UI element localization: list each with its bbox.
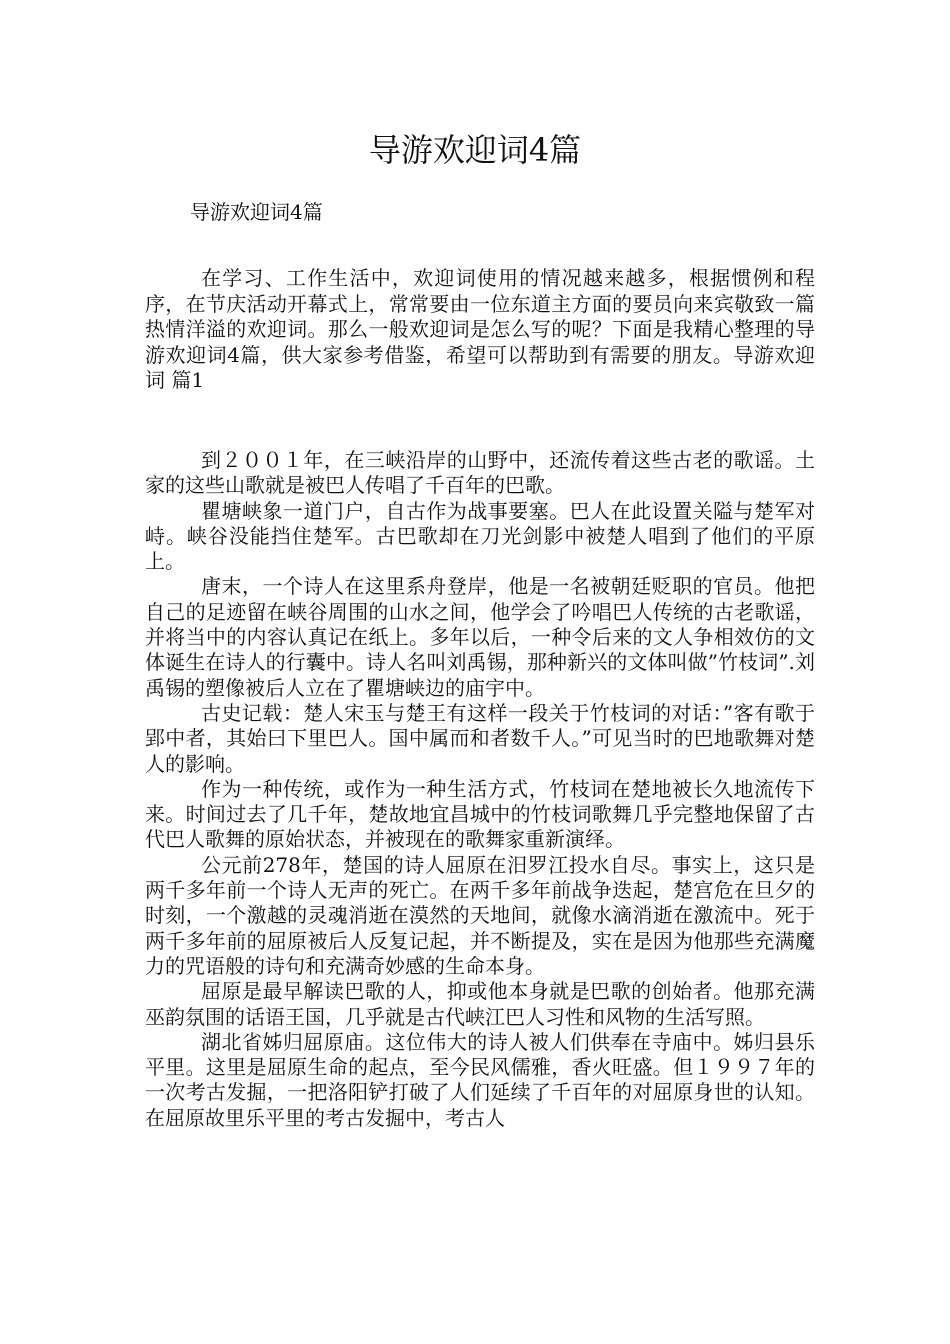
body-paragraph: 瞿塘峡象一道门户，自古作为战事要塞。巴人在此设置关隘与楚军对峙。峡谷没能挡住楚军。古巴歌却在刀光剑影中被楚人唱到了他们的平原上。 xyxy=(145,498,815,574)
body-paragraph: 屈原是最早解读巴歌的人，抑或他本身就是巴歌的创始者。他那充满巫韵氛围的话语王国，几乎就是古代峡江巴人习性和风物的生活写照。 xyxy=(145,979,815,1029)
intro-paragraph: 在学习、工作生活中，欢迎词使用的情况越来越多，根据惯例和程序，在节庆活动开幕式上，常常要由一位东道主方面的要员向来宾敬致一篇热情洋溢的欢迎词。那么一般欢迎词是怎么写的呢？下面是我精心整理的导游欢迎词4篇，供大家参考借鉴，希望可以帮助到有需要的朋友。导游欢迎词 篇1 xyxy=(145,266,815,393)
body-paragraph: 古史记载：楚人宋玉与楚王有这样一段关于竹枝词的对话：”客有歌于郢中者，其始曰下里巴人。国中属而和者数千人。”可见当时的巴地歌舞对楚人的影响。 xyxy=(145,700,815,776)
body-paragraph: 作为一种传统，或作为一种生活方式，竹枝词在楚地被长久地流传下来。时间过去了几千年，楚故地宜昌城中的竹枝词歌舞几乎完整地保留了古代巴人歌舞的原始状态，并被现在的歌舞家重新演绎。 xyxy=(145,776,815,852)
document-subtitle: 导游欢迎词4篇 xyxy=(190,200,323,224)
body-paragraph: 唐末，一个诗人在这里系舟登岸，他是一名被朝廷贬职的官员。他把自己的足迹留在峡谷周围的山水之间，他学会了吟唱巴人传统的古老歌谣，并将当中的内容认真记在纸上。多年以后，一种令后来的文人争相效仿的文体诞生在诗人的行囊中。诗人名叫刘禹锡，那种新兴的文体叫做”竹枝词”.刘禹锡的塑像被后人立在了瞿塘峡边的庙宇中。 xyxy=(145,574,815,700)
body-text xyxy=(145,448,815,1131)
document-title: 导游欢迎词4篇 xyxy=(368,131,582,169)
body-paragraph: 到２００１年，在三峡沿岸的山野中，还流传着这些古老的歌谣。土家的这些山歌就是被巴人传唱了千百年的巴歌。 xyxy=(145,448,815,498)
body-paragraph: 湖北省姊归屈原庙。这位伟大的诗人被人们供奉在寺庙中。姊归县乐平里。这里是屈原生命的起点，至今民风儒雅，香火旺盛。但１９９７年的一次考古发掘，一把洛阳铲打破了人们延续了千百年的对屈原身世的认知。在屈原故里乐平里的考古发掘中，考古人 xyxy=(145,1029,815,1130)
body-paragraph: 公元前278年，楚国的诗人屈原在汨罗江投水自尽。事实上，这只是两千多年前一个诗人无声的死亡。在两千多年前战争迭起，楚宫危在旦夕的时刻，一个激越的灵魂消逝在漠然的天地间，就像水滴消逝在激流中。死于两千多年前的屈原被后人反复记起，并不断提及，实在是因为他那些充满魔力的咒语般的诗句和充满奇妙感的生命本身。 xyxy=(145,852,815,978)
